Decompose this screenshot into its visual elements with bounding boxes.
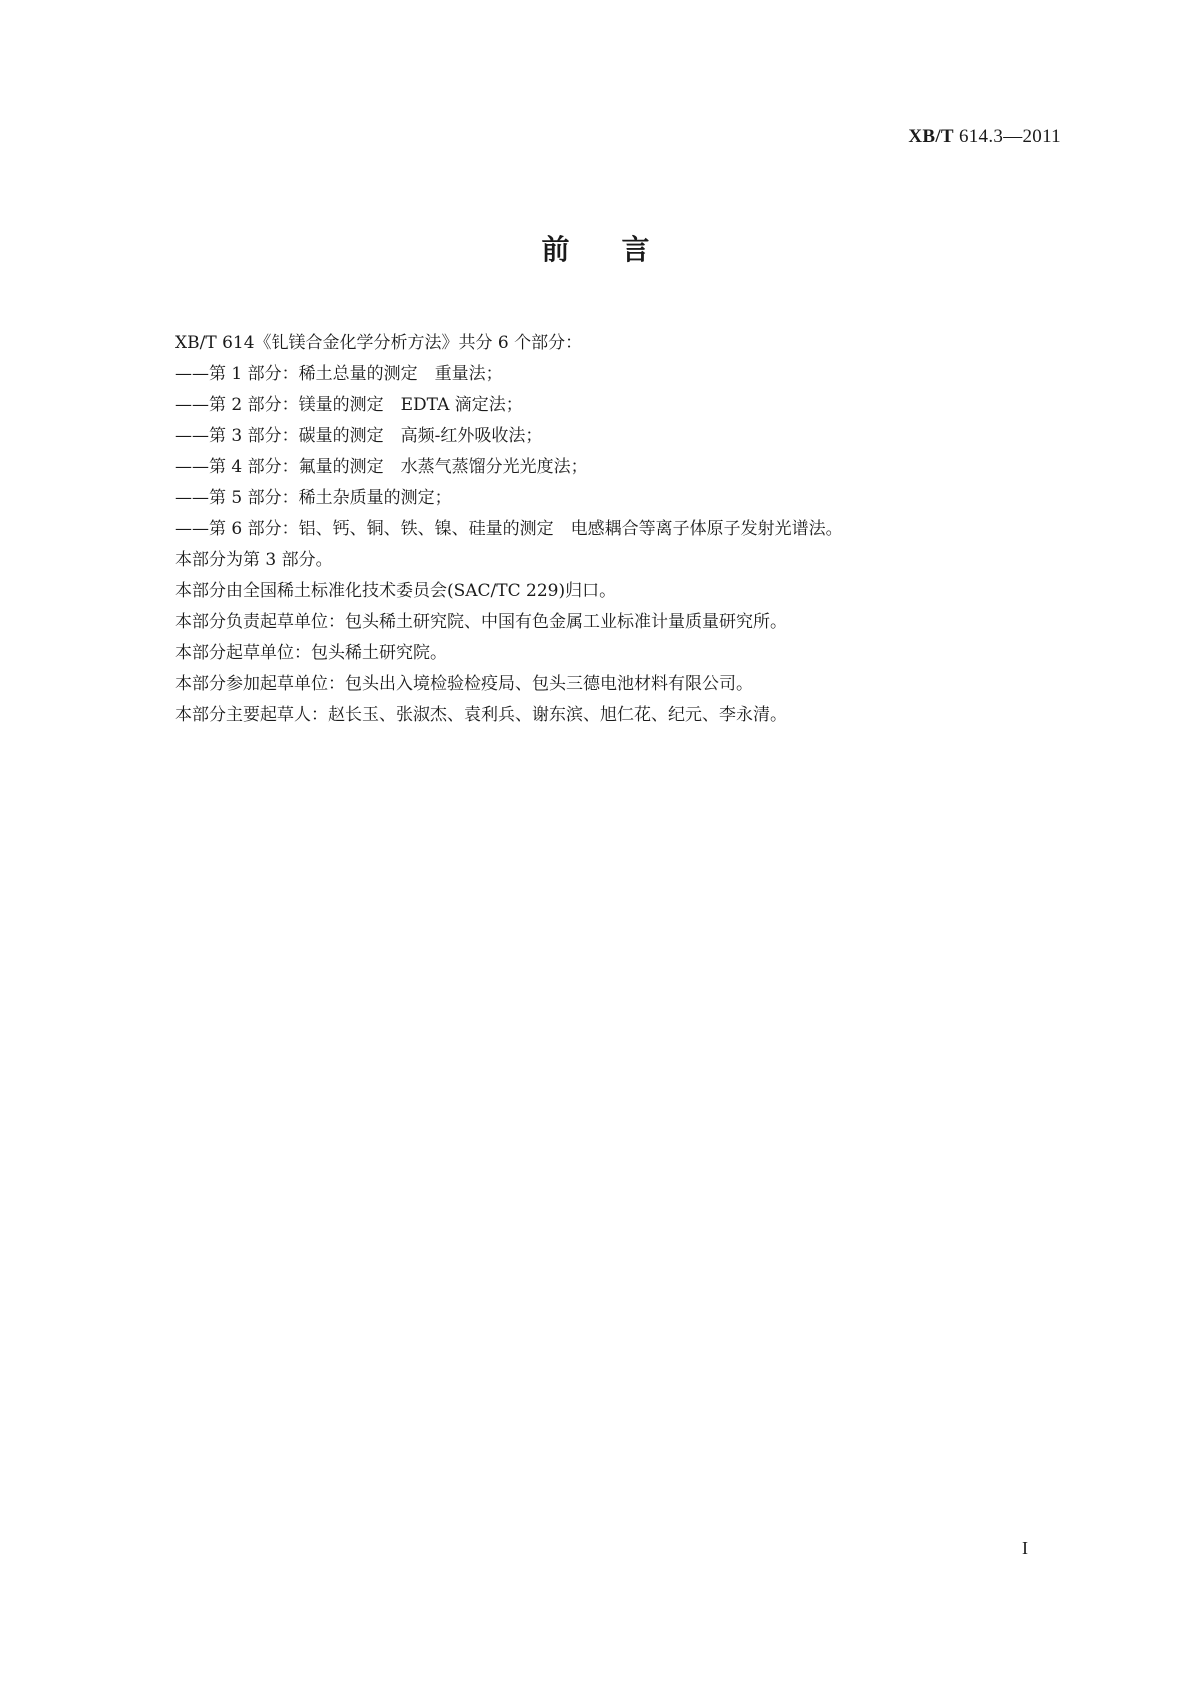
standard-code-prefix: XB/T bbox=[908, 126, 954, 147]
part-4-line: ——第 4 部分：氟量的测定 水蒸气蒸馏分光光度法； bbox=[175, 457, 588, 477]
standard-code-number: 614.3—2011 bbox=[953, 126, 1061, 147]
part-6-line: ——第 6 部分：铝、钙、铜、铁、镍、硅量的测定 电感耦合等离子体原子发射光谱法。 bbox=[175, 519, 843, 539]
part-3-line: ——第 3 部分：碳量的测定 高频-红外吸收法； bbox=[175, 426, 543, 446]
intro-line: XB/T 614《钆镁合金化学分析方法》共分 6 个部分： bbox=[175, 333, 583, 353]
part-5-line: ——第 5 部分：稀土杂质量的测定； bbox=[175, 488, 452, 508]
responsible-drafter-line: 本部分负责起草单位：包头稀土研究院、中国有色金属工业标准计量质量研究所。 bbox=[175, 612, 787, 632]
this-part-line: 本部分为第 3 部分。 bbox=[175, 550, 333, 570]
main-drafters-line: 本部分主要起草人：赵长玉、张淑杰、袁利兵、谢东滨、旭仁花、纪元、李永清。 bbox=[175, 705, 787, 725]
standard-code bbox=[908, 126, 1061, 148]
part-1-line: ——第 1 部分：稀土总量的测定 重量法； bbox=[175, 364, 503, 384]
foreword-body bbox=[175, 328, 1075, 731]
drafter-line: 本部分起草单位：包头稀土研究院。 bbox=[175, 643, 447, 663]
page-number: I bbox=[1022, 1538, 1028, 1558]
part-2-line: ——第 2 部分：镁量的测定 EDTA 滴定法； bbox=[175, 395, 523, 415]
participating-drafter-line: 本部分参加起草单位：包头出入境检验检疫局、包头三德电池材料有限公司。 bbox=[175, 674, 753, 694]
committee-line: 本部分由全国稀土标准化技术委员会(SAC/TC 229)归口。 bbox=[175, 581, 617, 601]
page-title: 前言 bbox=[541, 233, 702, 266]
